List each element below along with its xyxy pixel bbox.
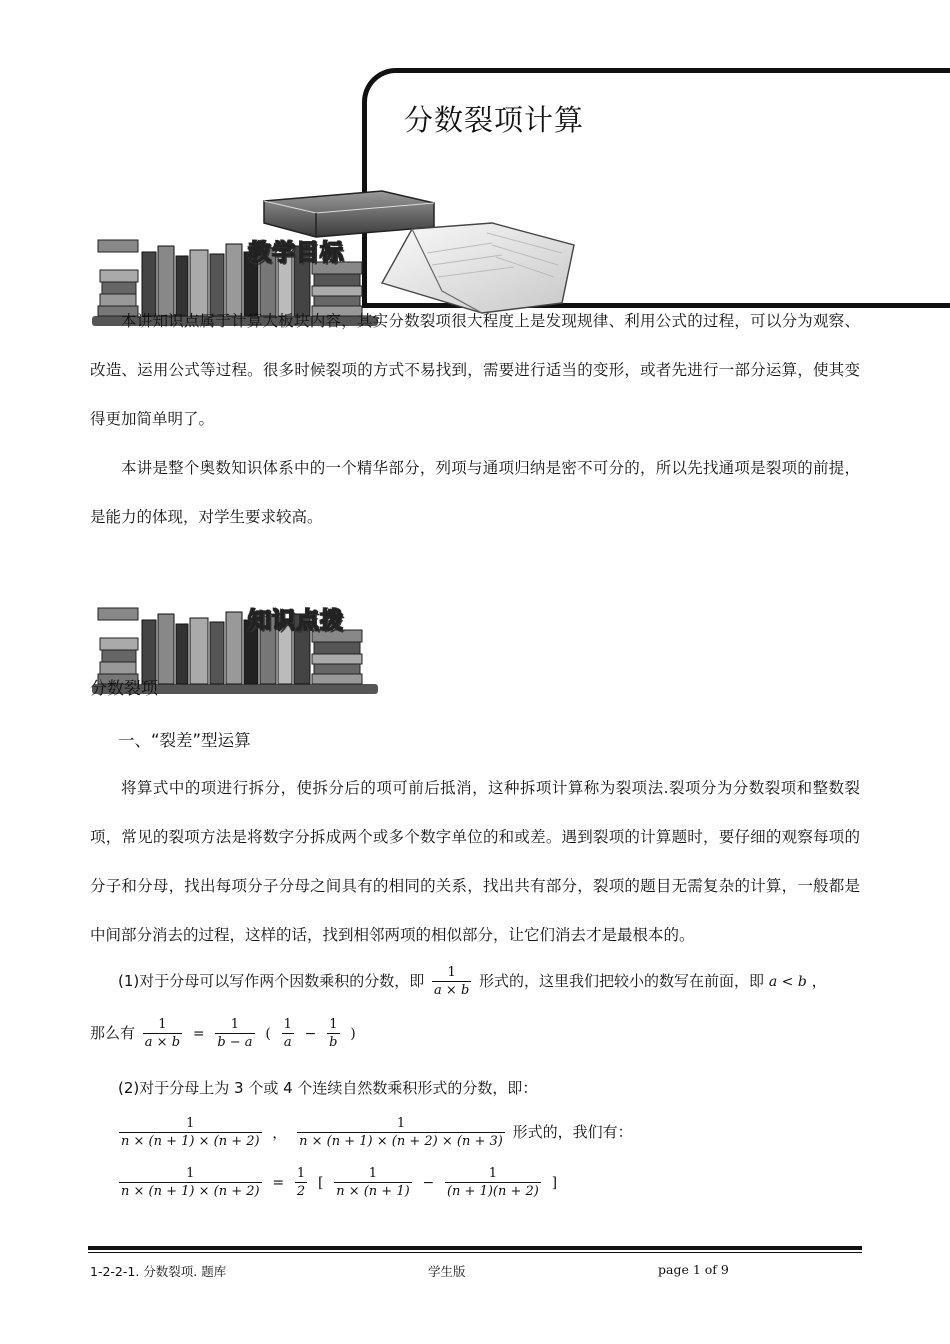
banner-title-teaching-goals: 教学目标 bbox=[248, 240, 344, 266]
item-1-line-1: (1)对于分母可以写作两个因数乘积的分数，即 $\frac{1}{a \times b}$ 形式的，这里我们把较小的数写在前面，即 a < b ， bbox=[118, 965, 827, 998]
fraction-h1: $\frac{1}{n \times (n + 1) \times (n + 2)}$ bbox=[121, 1166, 260, 1199]
condition-a-less-b: a < b bbox=[768, 974, 807, 990]
fraction-h4: $\frac{1}{(n + 1)(n + 2)}$ bbox=[446, 1166, 539, 1199]
fraction-f3: $\frac{1}{a}$ bbox=[283, 1017, 292, 1050]
document-title: 分数裂项计算 bbox=[404, 103, 585, 137]
intro-paragraph-1: 本讲知识点属于计算大板块内容，其实分数裂项很大程度上是发现规律、利用公式的过程，可以分为观察、改造、运用公式等过程。很多时候裂项的方式不易找到，需要进行适当的变形，或者先进行一部分运算，使其变得更加简单明了。 bbox=[90, 312, 860, 428]
intro-paragraph-2: 本讲是整个奥数知识体系中的一个精华部分，列项与通项归纳是密不可分的，所以先找通项是裂项的前提，是能力的体现，对学生要求较高。 bbox=[90, 459, 860, 526]
fraction-g2: $\frac{1}{n \times (n + 1) \times (n + 2) \times (n + 3)}$ bbox=[299, 1116, 503, 1149]
banner-title-knowledge-points: 知识点拨 bbox=[248, 608, 344, 634]
footer-left: 1-2-2-1. 分数裂项. 题库 bbox=[90, 1264, 227, 1279]
fraction-f1: $\frac{1}{a \times b}$ bbox=[144, 1017, 181, 1050]
footer-center: 学生版 bbox=[428, 1264, 466, 1279]
footer-page-number: page 1 of 9 bbox=[658, 1262, 729, 1277]
fraction-h3: $\frac{1}{n \times (n + 1)}$ bbox=[336, 1166, 410, 1199]
fraction-h2: $\frac{1}{2}$ bbox=[296, 1166, 306, 1199]
fraction-f2: $\frac{1}{b - a}$ bbox=[217, 1017, 253, 1050]
subheading: 一、“裂差”型运算 bbox=[118, 731, 251, 750]
section-heading: 分数裂项 bbox=[90, 679, 158, 699]
fraction-f4: $\frac{1}{b}$ bbox=[329, 1017, 338, 1050]
item-2-line-2: $\frac{1}{n \times (n + 1) \times (n + 2)}$ ， $\frac{1}{n \times (n + 1) \times (n + 2) \times (n + 3)}$ 形式的，我们有： bbox=[121, 1116, 633, 1149]
item-2-line-3: $\frac{1}{n \times (n + 1) \times (n + 2)}$ = $\frac{1}{2}$ [ $\frac{1}{n \times (n + 1)}$ − $\frac{1}{(n + 1)(n + 2)}$ ] bbox=[121, 1166, 558, 1199]
fraction-1-over-ab: $\frac{1}{a \times b}$ bbox=[434, 965, 470, 998]
item-2-line-1: (2)对于分母上为 3 个或 4 个连续自然数乘积形式的分数，即： bbox=[118, 1079, 538, 1097]
fraction-g1: $\frac{1}{n \times (n + 1) \times (n + 2)}$ bbox=[121, 1116, 260, 1149]
intro-section bbox=[90, 297, 860, 542]
item-1-line-2: 那么有 $\frac{1}{a \times b}$ = $\frac{1}{b - a}$ ( $\frac{1}{a}$ − $\frac{1}{b}$ ) bbox=[90, 1017, 356, 1050]
footer-rule-thin bbox=[88, 1252, 862, 1253]
body-paragraph: 将算式中的项进行拆分，使拆分后的项可前后抵消，这种拆项计算称为裂项法.裂项分为分数裂项和整数裂项，常见的裂项方法是将数字分拆成两个或多个数字单位的和或差。遇到裂项的计算题时，要仔细的观察每项的分子和分母，找出每项分子分母之间具有的相同的关系，找出共有部分，裂项的题目无需复杂的计算，一般都是中间部分消去的过程，这样的话，找到相邻两项的相似部分，让它们消去才是最根本的。 bbox=[90, 779, 860, 944]
footer-rule-thick bbox=[88, 1246, 862, 1250]
body-section bbox=[90, 764, 860, 960]
